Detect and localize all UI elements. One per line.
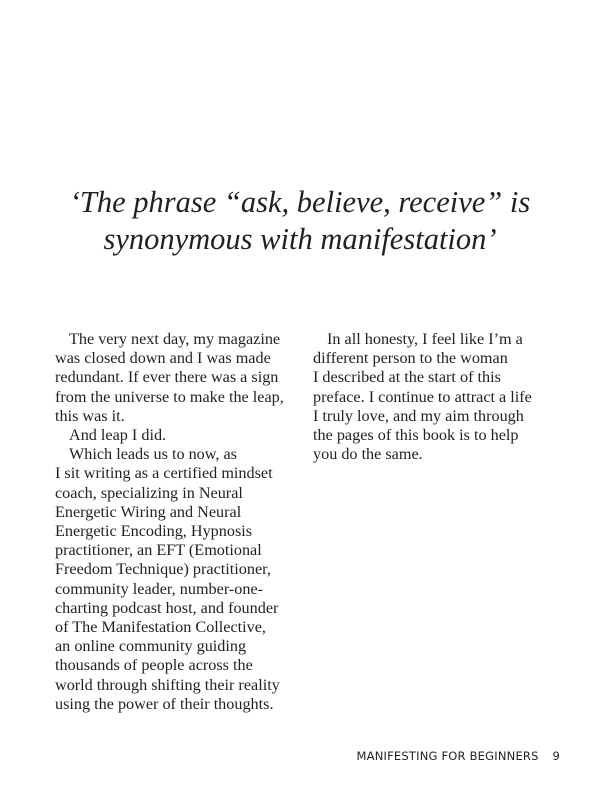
pull-quote-line: ‘The phrase “ask, believe, receive” is xyxy=(69,185,531,219)
book-title: MANIFESTING FOR BEGINNERS xyxy=(356,749,539,763)
text-line: I sit writing as a certified mindset xyxy=(55,464,273,483)
text-line: Energetic Encoding, Hypnosis xyxy=(55,522,253,541)
text-line: preface. I continue to attract a life xyxy=(313,387,532,406)
text-line: different person to the woman xyxy=(313,349,508,368)
text-line: world through shifting their reality xyxy=(55,675,280,694)
pull-quote-line: synonymous with manifestation’ xyxy=(103,222,497,256)
text-line: In all honesty, I feel like I’m a xyxy=(327,330,523,348)
text-line: practitioner, an EFT (Emotional xyxy=(55,541,262,560)
text-line: this was it. xyxy=(55,406,125,425)
pull-quote xyxy=(40,184,560,258)
body-column-right xyxy=(313,330,553,464)
text-line: was closed down and I was made xyxy=(55,349,271,368)
text-line: thousands of people across the xyxy=(55,656,253,675)
text-line: you do the same. xyxy=(313,445,423,464)
text-line: using the power of their thoughts. xyxy=(55,694,274,713)
text-line: the pages of this book is to help xyxy=(313,426,519,445)
text-line: an online community guiding xyxy=(55,637,247,656)
text-line: redundant. If ever there was a sign xyxy=(55,368,279,387)
text-line: I truly love, and my aim through xyxy=(313,406,524,425)
text-line: of The Manifestation Collective, xyxy=(55,618,266,637)
text-line: Energetic Wiring and Neural xyxy=(55,502,242,521)
text-line: community leader, number-one- xyxy=(55,579,264,598)
text-line: Freedom Technique) practitioner, xyxy=(55,560,271,579)
text-line: The very next day, my magazine xyxy=(69,330,281,348)
running-footer xyxy=(357,749,560,763)
text-line: coach, specializing in Neural xyxy=(55,483,243,502)
text-line: Which leads us to now, as xyxy=(69,445,237,464)
text-line: And leap I did. xyxy=(69,426,167,445)
text-line: from the universe to make the leap, xyxy=(55,387,284,406)
text-line: I described at the start of this xyxy=(313,368,501,387)
page-number: 9 xyxy=(552,749,560,763)
text-line: charting podcast host, and founder xyxy=(55,598,279,617)
body-column-left xyxy=(55,330,295,714)
